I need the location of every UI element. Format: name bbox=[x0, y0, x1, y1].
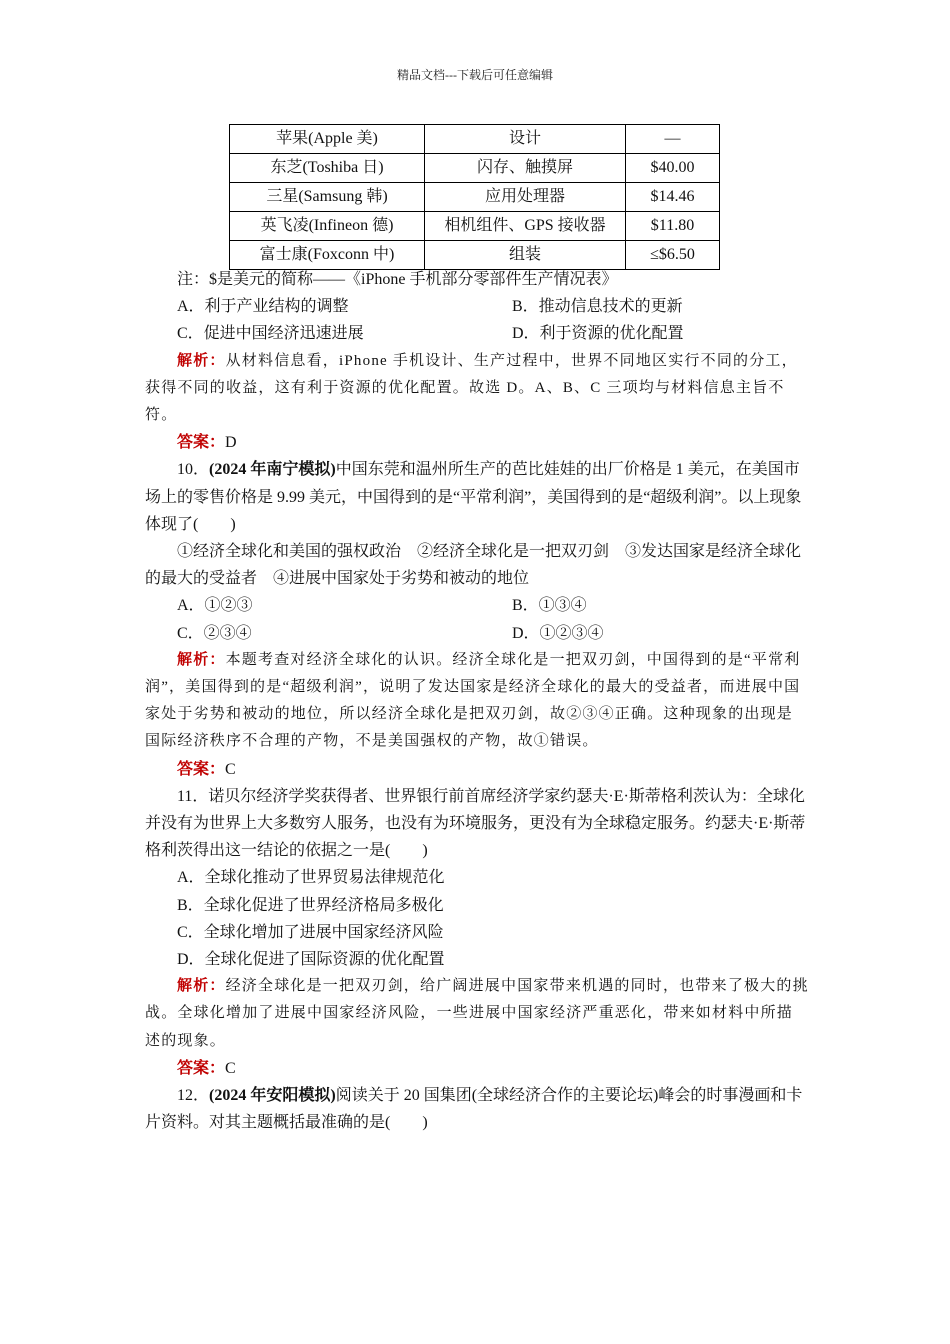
option-c: C．促进中国经济迅速进展 bbox=[177, 325, 364, 343]
table-cell: ≤$6.50 bbox=[626, 241, 720, 270]
answer-label: 答案： bbox=[177, 434, 226, 452]
option-row bbox=[145, 620, 809, 647]
table-cell: 富士康(Foxconn 中) bbox=[230, 241, 425, 270]
answer-value: C bbox=[225, 1059, 236, 1077]
option-a: A．①②③ bbox=[177, 597, 253, 615]
option-a: A．全球化推动了世界贸易法律规范化 bbox=[177, 869, 445, 887]
table-cell: 相机组件、GPS 接收器 bbox=[425, 212, 626, 241]
table-cell: $11.80 bbox=[626, 212, 720, 241]
table-cell: 闪存、触摸屏 bbox=[425, 154, 626, 183]
table-cell: 应用处理器 bbox=[425, 183, 626, 212]
answer-value: D bbox=[225, 434, 237, 452]
table-row bbox=[230, 183, 720, 212]
analysis-label: 解析： bbox=[177, 352, 226, 369]
question-source: (2024 年安阳模拟) bbox=[209, 1087, 336, 1105]
table-cell: 三星(Samsung 韩) bbox=[230, 183, 425, 212]
question-10-statements: ①经济全球化和美国的强权政治 ②经济全球化是一把双刃剑 ③发达国家是经济全球化的最大的受益者 ④进展中国家处于劣势和被动的地位 bbox=[145, 543, 802, 588]
answer-line bbox=[145, 1055, 809, 1082]
answer-line bbox=[145, 756, 809, 783]
option-b: B．①③④ bbox=[512, 597, 587, 615]
table-row bbox=[230, 125, 720, 154]
option-a: A．利于产业结构的调整 bbox=[177, 298, 349, 316]
question-number: 10． bbox=[177, 461, 210, 479]
question-11-stem: 11．诺贝尔经济学奖获得者、世界银行前首席经济学家约瑟夫·E·斯蒂格利茨认为：全球化并没有为世界上大多数穷人服务，也没有为环境服务，更没有为全球稳定服务。约瑟夫·E·斯蒂格利茨得出这一结论的依据之一是( ) bbox=[145, 787, 806, 860]
analysis-label: 解析： bbox=[177, 978, 226, 995]
option-b: B．全球化促进了世界经济格局多极化 bbox=[177, 896, 444, 914]
table-cell: 设计 bbox=[425, 125, 626, 154]
page-header: 精品文档---下载后可任意编辑 bbox=[397, 68, 553, 82]
analysis-text: 从材料信息看，iPhone 手机设计、生产过程中，世界不同地区实行不同的分工，获得不同的收益，这有利于资源的优化配置。故选 D。A、B、C 三项均与材料信息主旨不符。 bbox=[145, 352, 798, 424]
answer-label: 答案： bbox=[177, 1059, 226, 1077]
option-row bbox=[145, 592, 809, 619]
option-b: B．推动信息技术的更新 bbox=[512, 298, 683, 316]
question-text: 阅读关于 20 国集团(全球经济合作的主要论坛)峰会的时事漫画和卡片资料。对其主题概括最准确的是( ) bbox=[145, 1087, 803, 1132]
table-cell: $14.46 bbox=[626, 183, 720, 212]
question-text: 中国东莞和温州所生产的芭比娃娃的出厂价格是 1 美元，在美国市场上的零售价格是 9.99 美元，中国得到的是“平常利润”，美国得到的是“超级利润”。以上现象体现了( ) bbox=[145, 461, 802, 533]
question-10-stem bbox=[145, 456, 809, 538]
option-d: D．利于资源的优化配置 bbox=[512, 325, 684, 343]
analysis-paragraph bbox=[145, 647, 809, 756]
table-note: 注：$是美元的简称——《iPhone 手机部分零部件生产情况表》 bbox=[177, 271, 618, 288]
answer-value: C bbox=[225, 760, 236, 778]
analysis-label: 解析： bbox=[177, 651, 226, 668]
document-body bbox=[145, 266, 809, 1137]
option-row bbox=[145, 320, 809, 347]
table-cell: 苹果(Apple 美) bbox=[230, 125, 425, 154]
option-d: D．①②③④ bbox=[512, 624, 604, 642]
table-row bbox=[230, 154, 720, 183]
question-12-stem bbox=[145, 1082, 809, 1136]
table-cell: $40.00 bbox=[626, 154, 720, 183]
question-source: (2024 年南宁模拟) bbox=[209, 461, 336, 479]
option-row bbox=[145, 293, 809, 320]
table-cell: 组装 bbox=[425, 241, 626, 270]
answer-line bbox=[145, 429, 809, 456]
analysis-paragraph bbox=[145, 348, 809, 430]
table-cell: — bbox=[626, 125, 720, 154]
parts-table bbox=[229, 124, 720, 270]
table-cell: 东芝(Toshiba 日) bbox=[230, 154, 425, 183]
question-number: 12． bbox=[177, 1087, 210, 1105]
analysis-text: 本题考查对经济全球化的认识。经济全球化是一把双刃剑，中国得到的是“平常利润”，美国得到的是“超级利润”，说明了发达国家是经济全球化的最大的受益者，而进展中国家处于劣势和被动的地位，所以经济全球化是把双刃剑，故②③④正确。这种现象的出现是国际经济秩序不合理的产物，不是美国强权的产物，故①错误。 bbox=[145, 651, 801, 750]
analysis-text: 经济全球化是一把双刃剑，给广阔进展中国家带来机遇的同时，也带来了极大的挑战。全球化增加了进展中国家经济风险，一些进展中国家经济严重恶化，带来如材料中所描述的现象。 bbox=[145, 978, 809, 1049]
table-row bbox=[230, 212, 720, 241]
option-c: C．②③④ bbox=[177, 624, 252, 642]
answer-label: 答案： bbox=[177, 760, 226, 778]
table-cell: 英飞凌(Infineon 德) bbox=[230, 212, 425, 241]
option-d: D．全球化促进了国际资源的优化配置 bbox=[177, 951, 445, 969]
option-c: C．全球化增加了进展中国家经济风险 bbox=[177, 923, 444, 941]
analysis-paragraph bbox=[145, 973, 809, 1055]
